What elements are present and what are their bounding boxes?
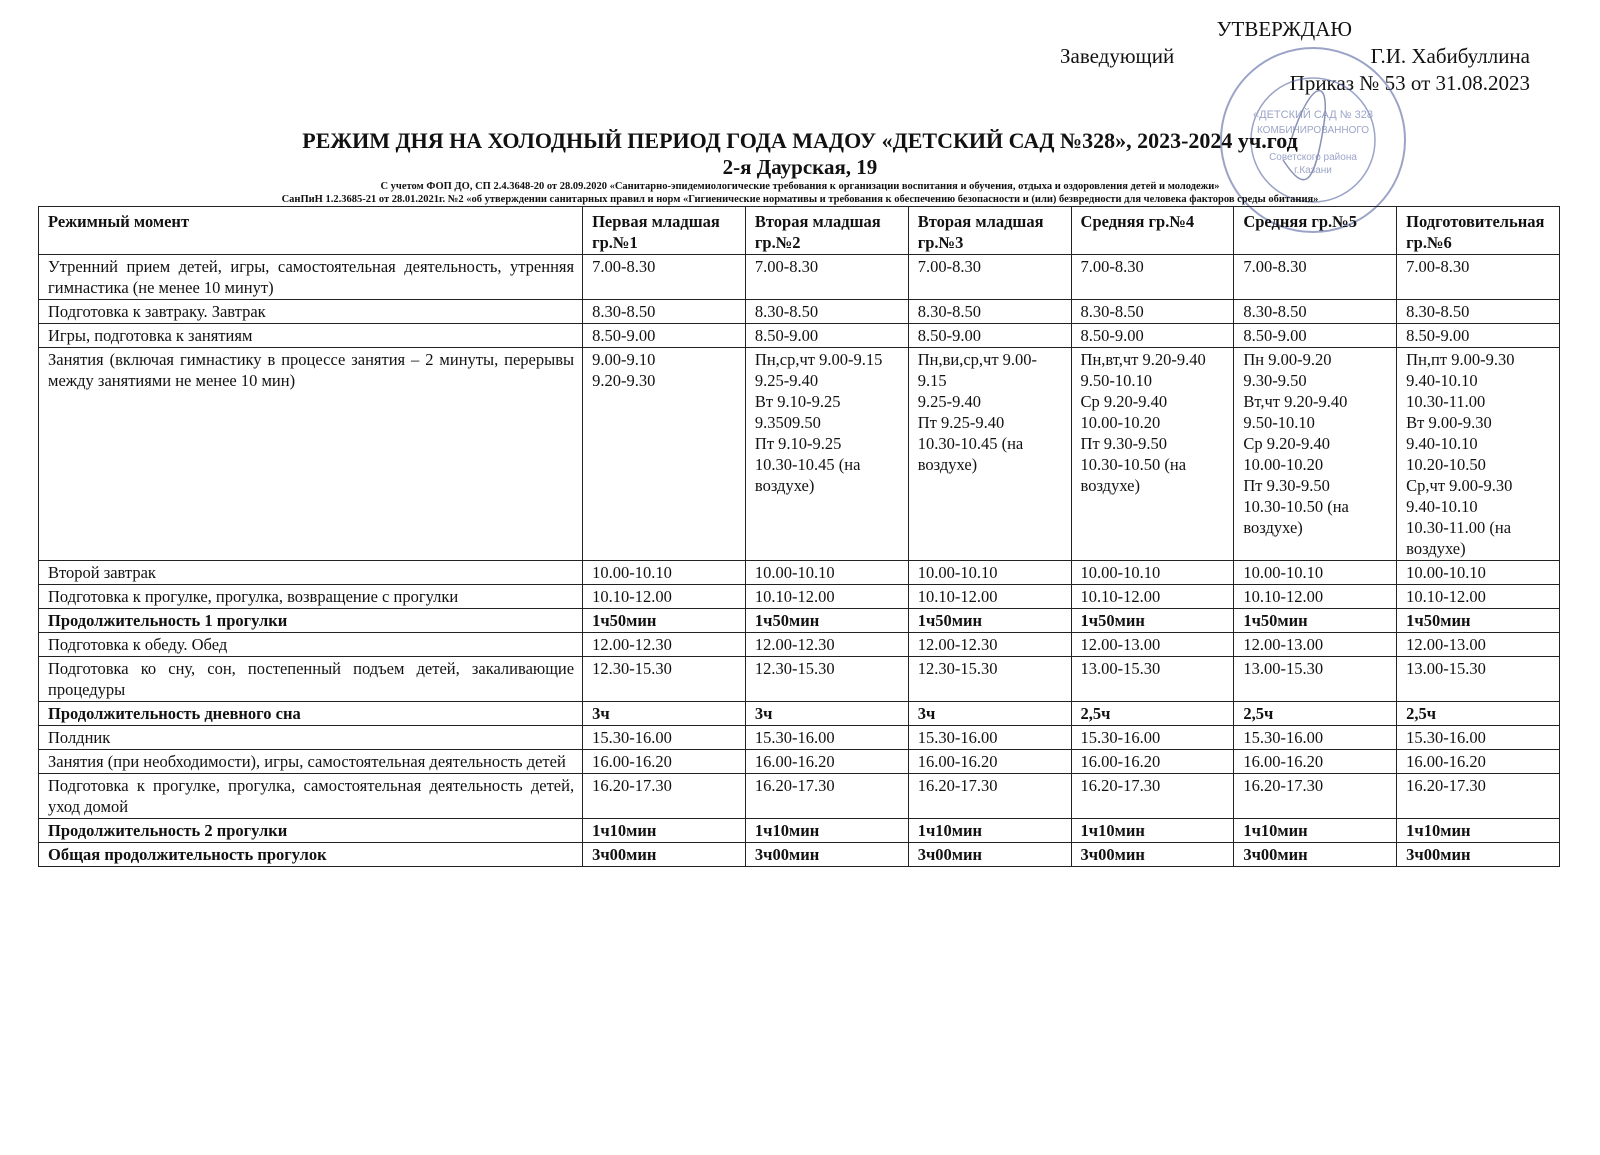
table-row (39, 561, 1560, 585)
table-cell: 10.10-12.00 (745, 585, 908, 609)
table-cell: 12.00-12.30 (583, 633, 746, 657)
table-cell: 10.10-12.00 (1234, 585, 1397, 609)
table-cell: 8.30-8.50 (1397, 300, 1560, 324)
table-cell: 15.30-16.00 (583, 726, 746, 750)
cell-line: Пт 9.25-9.40 (917, 413, 1005, 432)
row-label: Подготовка к обеду. Обед (39, 633, 583, 657)
column-header: Первая младшая гр.№1 (583, 207, 746, 255)
row-label: Продолжительность дневного сна (39, 702, 583, 726)
table-cell: 3ч (745, 702, 908, 726)
table-cell: 13.00-15.30 (1397, 657, 1560, 702)
table-cell: 15.30-16.00 (745, 726, 908, 750)
table-cell: 2,5ч (1397, 702, 1560, 726)
approval-order: Приказ № 53 от 31.08.2023 (1289, 71, 1530, 95)
table-row (39, 657, 1560, 702)
table-cell: 12.00-13.00 (1234, 633, 1397, 657)
table-row (39, 843, 1560, 867)
table-cell: 12.30-15.30 (908, 657, 1071, 702)
table-cell: 8.50-9.00 (1071, 324, 1234, 348)
regulation-notes (0, 180, 1600, 206)
table-cell: 10.00-10.10 (583, 561, 746, 585)
cell-line: Вт 9.10-9.25 (754, 392, 841, 411)
column-header: Средняя гр.№4 (1071, 207, 1234, 255)
table-cell: 10.00-10.10 (1234, 561, 1397, 585)
table-cell: 10.00-10.10 (908, 561, 1071, 585)
row-label: Подготовка ко сну, сон, постепенный подъем детей, закаливающие процедуры (39, 657, 583, 702)
table-cell (745, 348, 908, 561)
table-cell: 10.00-10.10 (1071, 561, 1234, 585)
cell-line: 10.00-10.20 (1243, 455, 1324, 474)
table-row (39, 324, 1560, 348)
table-cell: 1ч10мин (1397, 819, 1560, 843)
table-cell: 8.30-8.50 (1234, 300, 1397, 324)
cell-line: Пн,вт,чт 9.20-9.40 (1080, 350, 1206, 369)
document-title-block (0, 127, 1600, 181)
cell-line: Пн,пт 9.00-9.30 (1406, 350, 1515, 369)
row-label: Продолжительность 1 прогулки (39, 609, 583, 633)
cell-line: 9.40-10.10 (1406, 434, 1478, 453)
table-cell: 16.20-17.30 (1234, 774, 1397, 819)
column-header: Вторая младшая гр.№3 (908, 207, 1071, 255)
column-header: Режимный момент (39, 207, 583, 255)
table-cell: 15.30-16.00 (908, 726, 1071, 750)
cell-line: Пт 9.30-9.50 (1080, 434, 1168, 453)
table-cell: 12.00-13.00 (1397, 633, 1560, 657)
table-cell: 12.00-13.00 (1071, 633, 1234, 657)
table-cell: 16.00-16.20 (745, 750, 908, 774)
table-cell: 3ч (908, 702, 1071, 726)
cell-line: 9.3509.50 (754, 413, 821, 432)
cell-line: 9.40-10.10 (1406, 371, 1478, 390)
table-cell: 7.00-8.30 (583, 255, 746, 300)
table-cell: 16.20-17.30 (1071, 774, 1234, 819)
table-cell: 12.30-15.30 (583, 657, 746, 702)
table-cell: 3ч00мин (583, 843, 746, 867)
approval-title: УТВЕРЖДАЮ (1216, 17, 1352, 41)
table-cell: 10.10-12.00 (583, 585, 746, 609)
table-cell: 16.20-17.30 (1397, 774, 1560, 819)
table-row (39, 819, 1560, 843)
table-cell: 1ч50мин (1397, 609, 1560, 633)
table-cell: 1ч10мин (908, 819, 1071, 843)
table-cell: 1ч50мин (745, 609, 908, 633)
table-body (39, 255, 1560, 867)
table-cell: 1ч50мин (1071, 609, 1234, 633)
table-row (39, 633, 1560, 657)
column-header: Вторая младшая гр.№2 (745, 207, 908, 255)
row-label: Полдник (39, 726, 583, 750)
table-cell: 8.50-9.00 (1397, 324, 1560, 348)
cell-line: Пн 9.00-9.20 (1243, 350, 1332, 369)
cell-line: 9.20-9.30 (592, 371, 656, 390)
table-cell: 7.00-8.30 (1234, 255, 1397, 300)
table-cell: 16.00-16.20 (1397, 750, 1560, 774)
table-cell: 7.00-8.30 (1071, 255, 1234, 300)
cell-line: 9.25-9.40 (754, 371, 819, 390)
cell-line: 9.30-9.50 (1243, 371, 1307, 390)
cell-line: Пн,ви,ср,чт 9.00-9.15 (917, 350, 1038, 390)
cell-line: Пт 9.10-9.25 (754, 434, 842, 453)
table-cell (1234, 348, 1397, 561)
row-label: Общая продолжительность прогулок (39, 843, 583, 867)
row-label: Игры, подготовка к занятиям (39, 324, 583, 348)
cell-line: Вт,чт 9.20-9.40 (1243, 392, 1348, 411)
row-label: Второй завтрак (39, 561, 583, 585)
table-cell: 16.20-17.30 (908, 774, 1071, 819)
table-cell: 3ч (583, 702, 746, 726)
table-cell: 10.10-12.00 (908, 585, 1071, 609)
table-cell: 16.00-16.20 (1071, 750, 1234, 774)
table-cell: 3ч00мин (1397, 843, 1560, 867)
row-label: Подготовка к прогулке, прогулка, возвращение с прогулки (39, 585, 583, 609)
cell-line: 9.25-9.40 (917, 392, 981, 411)
table-cell: 7.00-8.30 (908, 255, 1071, 300)
table-cell: 8.30-8.50 (583, 300, 746, 324)
stamp-text-4: г.Казани (1294, 165, 1332, 176)
row-label: Продолжительность 2 прогулки (39, 819, 583, 843)
schedule-table (38, 206, 1560, 867)
column-header: Средняя гр.№5 (1234, 207, 1397, 255)
stamp-text-3: Советского района (1269, 152, 1357, 163)
table-cell: 3ч00мин (1234, 843, 1397, 867)
cell-line: 10.30-10.45 (на воздухе) (754, 455, 861, 495)
table-cell: 2,5ч (1071, 702, 1234, 726)
table-row (39, 774, 1560, 819)
table-cell: 15.30-16.00 (1397, 726, 1560, 750)
table-row (39, 750, 1560, 774)
stamp-text-1: «ДЕТСКИЙ САД № 328 (1253, 109, 1373, 121)
stamp-text-2: КОМБИНИРОВАННОГО (1256, 125, 1370, 136)
cell-line: 10.30-10.50 (на воздухе) (1243, 497, 1349, 537)
table-cell: 1ч10мин (583, 819, 746, 843)
table-cell: 15.30-16.00 (1071, 726, 1234, 750)
table-cell: 16.20-17.30 (583, 774, 746, 819)
cell-line: 10.20-10.50 (1406, 455, 1486, 474)
table-cell: 1ч50мин (908, 609, 1071, 633)
table-cell: 1ч10мин (745, 819, 908, 843)
table-cell: 8.50-9.00 (1234, 324, 1397, 348)
table-cell: 3ч00мин (1071, 843, 1234, 867)
table-row (39, 726, 1560, 750)
table-cell: 3ч00мин (745, 843, 908, 867)
table-cell (1397, 348, 1560, 561)
table-cell: 16.00-16.20 (583, 750, 746, 774)
table-cell: 13.00-15.30 (1234, 657, 1397, 702)
row-label: Утренний прием детей, игры, самостоятельная деятельность, утренняя гимнастика (не менее 10 минут) (39, 255, 583, 300)
cell-line: 9.40-10.10 (1406, 497, 1478, 516)
cell-line: Пт 9.30-9.50 (1243, 476, 1330, 495)
table-row (39, 255, 1560, 300)
table-cell: 8.30-8.50 (745, 300, 908, 324)
table-cell: 8.30-8.50 (1071, 300, 1234, 324)
table-cell: 7.00-8.30 (1397, 255, 1560, 300)
table-cell: 8.30-8.50 (908, 300, 1071, 324)
cell-line: Ср 9.20-9.40 (1080, 392, 1168, 411)
table-cell: 15.30-16.00 (1234, 726, 1397, 750)
table-cell: 12.00-12.30 (908, 633, 1071, 657)
regulation-note-2: СанПиН 1.2.3685-21 от 28.01.2021г. №2 «об утверждении санитарных правил и норм «Гигиенические нормативы и требования к обеспечению безопасности и (или) безвредности для человека факторов среды обитания» (281, 194, 1319, 205)
cell-line: 10.30-10.50 (на воздухе) (1080, 455, 1187, 495)
approval-name: Г.И. Хабибуллина (1370, 44, 1530, 68)
table-cell: 16.20-17.30 (745, 774, 908, 819)
cell-line: 9.50-10.10 (1243, 413, 1315, 432)
table-cell: 12.30-15.30 (745, 657, 908, 702)
cell-line: Вт 9.00-9.30 (1406, 413, 1492, 432)
table-cell: 1ч50мин (583, 609, 746, 633)
table-cell (583, 348, 746, 561)
regulation-note-1: С учетом ФОП ДО, СП 2.4.3648-20 от 28.09.2020 «Санитарно-эпидемиологические требования к организации воспитания и обучения, отдыха и оздоровления детей и молодежи» (380, 181, 1220, 192)
table-cell: 10.00-10.10 (745, 561, 908, 585)
table-cell (1071, 348, 1234, 561)
cell-line: 10.30-11.00 (на воздухе) (1406, 518, 1512, 558)
table-cell: 1ч10мин (1071, 819, 1234, 843)
row-label: Подготовка к прогулке, прогулка, самостоятельная деятельность детей, уход домой (39, 774, 583, 819)
table-cell: 8.50-9.00 (583, 324, 746, 348)
table-cell: 7.00-8.30 (745, 255, 908, 300)
column-header: Подготовительная гр.№6 (1397, 207, 1560, 255)
cell-line: Ср,чт 9.00-9.30 (1406, 476, 1513, 495)
table-cell: 8.50-9.00 (745, 324, 908, 348)
table-cell: 10.00-10.10 (1397, 561, 1560, 585)
cell-line: Пн,ср,чт 9.00-9.15 (754, 350, 883, 369)
table-cell: 3ч00мин (908, 843, 1071, 867)
document-address: 2-я Даурская, 19 (722, 155, 878, 179)
cell-line: 10.00-10.20 (1080, 413, 1161, 432)
table-row (39, 348, 1560, 561)
table-cell: 1ч10мин (1234, 819, 1397, 843)
table-header-row (39, 207, 1560, 255)
table-cell: 1ч50мин (1234, 609, 1397, 633)
table-cell: 13.00-15.30 (1071, 657, 1234, 702)
table-cell (908, 348, 1071, 561)
table-row (39, 609, 1560, 633)
table-cell: 8.50-9.00 (908, 324, 1071, 348)
table-row (39, 585, 1560, 609)
row-label: Занятия (при необходимости), игры, самостоятельная деятельность детей (39, 750, 583, 774)
row-label: Занятия (включая гимнастику в процессе занятия – 2 минуты, перерывы между занятиями не менее 10 мин) (39, 348, 583, 561)
cell-line: 9.00-9.10 (592, 350, 656, 369)
table-cell: 2,5ч (1234, 702, 1397, 726)
table-cell: 10.10-12.00 (1071, 585, 1234, 609)
row-label: Подготовка к завтраку. Завтрак (39, 300, 583, 324)
document-title: РЕЖИМ ДНЯ НА ХОЛОДНЫЙ ПЕРИОД ГОДА МАДОУ «ДЕТСКИЙ САД №328», 2023-2024 уч.год (302, 128, 1298, 153)
table-cell: 10.10-12.00 (1397, 585, 1560, 609)
table-row (39, 702, 1560, 726)
cell-line: Ср 9.20-9.40 (1243, 434, 1330, 453)
table-cell: 16.00-16.20 (1234, 750, 1397, 774)
table-cell: 16.00-16.20 (908, 750, 1071, 774)
cell-line: 10.30-10.45 (на воздухе) (917, 434, 1024, 474)
approval-position: Заведующий (1060, 44, 1175, 68)
table-row (39, 300, 1560, 324)
cell-line: 9.50-10.10 (1080, 371, 1153, 390)
table-cell: 12.00-12.30 (745, 633, 908, 657)
cell-line: 10.30-11.00 (1406, 392, 1486, 411)
